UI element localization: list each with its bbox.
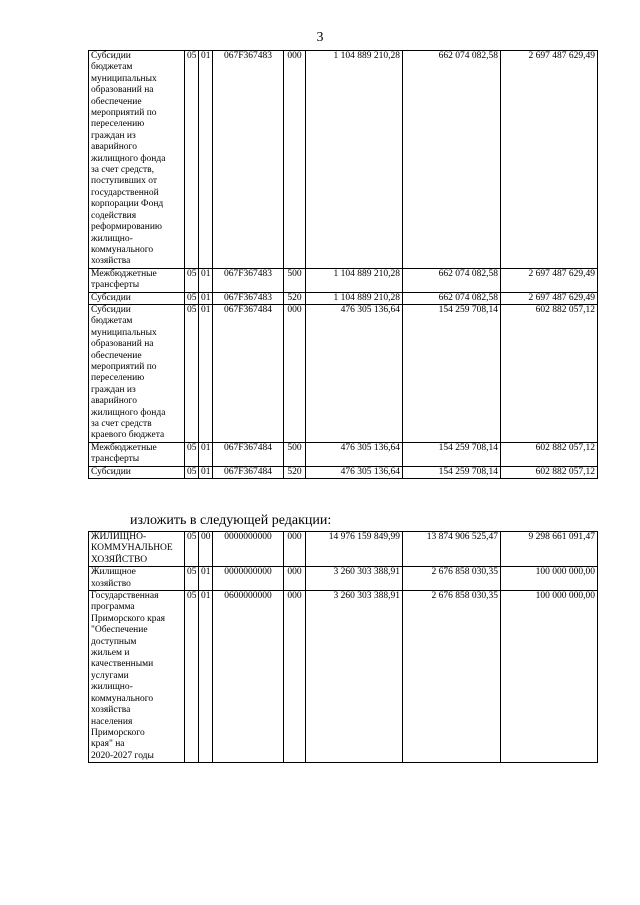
target-article-code: 0000000000 xyxy=(213,532,284,567)
subsection-code: 01 xyxy=(199,567,213,591)
subsection-code: 01 xyxy=(199,268,213,292)
amount-year-3: 602 882 057,12 xyxy=(501,442,598,466)
amount-year-3: 100 000 000,00 xyxy=(501,567,598,591)
section-code: 05 xyxy=(185,51,199,269)
amount-year-1: 14 976 159 849,99 xyxy=(306,532,403,567)
amendment-caption: изложить в следующей редакции: xyxy=(130,513,332,528)
amount-year-3: 2 697 487 629,49 xyxy=(501,268,598,292)
amount-year-1: 1 104 889 210,28 xyxy=(306,51,403,269)
subsection-code: 01 xyxy=(199,304,213,442)
expense-type-code: 000 xyxy=(284,532,306,567)
row-description: Межбюджетные трансферты xyxy=(89,268,185,292)
amount-year-1: 3 260 303 388,91 xyxy=(306,567,403,591)
amount-year-2: 154 259 708,14 xyxy=(403,442,501,466)
table-row xyxy=(89,268,598,292)
target-article-code: 067F367483 xyxy=(213,292,284,304)
table-row xyxy=(89,532,598,567)
row-description: Государственная программа Приморского края "Обеспечение доступным жильем и качественными услугами жилищно- коммунального хозяйства населения Приморского края" на 2020-2027 годы xyxy=(89,591,185,763)
amount-year-3: 2 697 487 629,49 xyxy=(501,292,598,304)
section-code: 05 xyxy=(185,304,199,442)
amount-year-1: 476 305 136,64 xyxy=(306,304,403,442)
amount-year-3: 602 882 057,12 xyxy=(501,466,598,478)
amount-year-3: 100 000 000,00 xyxy=(501,591,598,763)
amount-year-2: 2 676 858 030,35 xyxy=(403,567,501,591)
row-description: Субсидии бюджетам муниципальных образований на обеспечение мероприятий по переселению граждан из аварийного жилищного фонда за счет средств краевого бюджета xyxy=(89,304,185,442)
subsection-code: 01 xyxy=(199,442,213,466)
expense-type-code: 500 xyxy=(284,268,306,292)
target-article-code: 0600000000 xyxy=(213,591,284,763)
budget-table-after xyxy=(88,531,598,763)
row-description: Субсидии xyxy=(89,292,185,304)
expense-type-code: 000 xyxy=(284,304,306,442)
expense-type-code: 000 xyxy=(284,51,306,269)
target-article-code: 0000000000 xyxy=(213,567,284,591)
section-code: 05 xyxy=(185,532,199,567)
amount-year-3: 602 882 057,12 xyxy=(501,304,598,442)
expense-type-code: 000 xyxy=(284,567,306,591)
amount-year-3: 9 298 661 091,47 xyxy=(501,532,598,567)
page-number: 3 xyxy=(316,30,324,45)
row-description: ЖИЛИЩНО- КОММУНАЛЬНОЕ ХОЗЯЙСТВО xyxy=(89,532,185,567)
amount-year-2: 2 676 858 030,35 xyxy=(403,591,501,763)
section-code: 05 xyxy=(185,268,199,292)
table-row xyxy=(89,292,598,304)
subsection-code: 01 xyxy=(199,51,213,269)
section-code: 05 xyxy=(185,466,199,478)
section-code: 05 xyxy=(185,292,199,304)
table-row xyxy=(89,591,598,763)
target-article-code: 067F367483 xyxy=(213,268,284,292)
table-row xyxy=(89,51,598,269)
amount-year-3: 2 697 487 629,49 xyxy=(501,51,598,269)
target-article-code: 067F367484 xyxy=(213,304,284,442)
amount-year-1: 3 260 303 388,91 xyxy=(306,591,403,763)
amount-year-2: 662 074 082,58 xyxy=(403,51,501,269)
amount-year-2: 662 074 082,58 xyxy=(403,268,501,292)
section-code: 05 xyxy=(185,442,199,466)
row-description: Межбюджетные трансферты xyxy=(89,442,185,466)
section-code: 05 xyxy=(185,567,199,591)
section-code: 05 xyxy=(185,591,199,763)
subsection-code: 01 xyxy=(199,591,213,763)
subsection-code: 00 xyxy=(199,532,213,567)
amount-year-1: 476 305 136,64 xyxy=(306,442,403,466)
amount-year-2: 662 074 082,58 xyxy=(403,292,501,304)
table-row xyxy=(89,466,598,478)
target-article-code: 067F367484 xyxy=(213,442,284,466)
table-row xyxy=(89,304,598,442)
subsection-code: 01 xyxy=(199,466,213,478)
table-row xyxy=(89,442,598,466)
budget-table-before xyxy=(88,50,598,479)
amount-year-1: 476 305 136,64 xyxy=(306,466,403,478)
amount-year-2: 154 259 708,14 xyxy=(403,466,501,478)
row-description: Субсидии бюджетам муниципальных образований на обеспечение мероприятий по переселению граждан из аварийного жилищного фонда за счет средств, поступивших от государственной корпорации Фонд содействия реформированию жилищно- коммунального хозяйства xyxy=(89,51,185,269)
target-article-code: 067F367484 xyxy=(213,466,284,478)
amount-year-2: 13 874 906 525,47 xyxy=(403,532,501,567)
expense-type-code: 500 xyxy=(284,442,306,466)
row-description: Жилищное хозяйство xyxy=(89,567,185,591)
amount-year-1: 1 104 889 210,28 xyxy=(306,268,403,292)
row-description: Субсидии xyxy=(89,466,185,478)
target-article-code: 067F367483 xyxy=(213,51,284,269)
subsection-code: 01 xyxy=(199,292,213,304)
table-row xyxy=(89,567,598,591)
expense-type-code: 520 xyxy=(284,292,306,304)
amount-year-1: 1 104 889 210,28 xyxy=(306,292,403,304)
expense-type-code: 000 xyxy=(284,591,306,763)
expense-type-code: 520 xyxy=(284,466,306,478)
amount-year-2: 154 259 708,14 xyxy=(403,304,501,442)
